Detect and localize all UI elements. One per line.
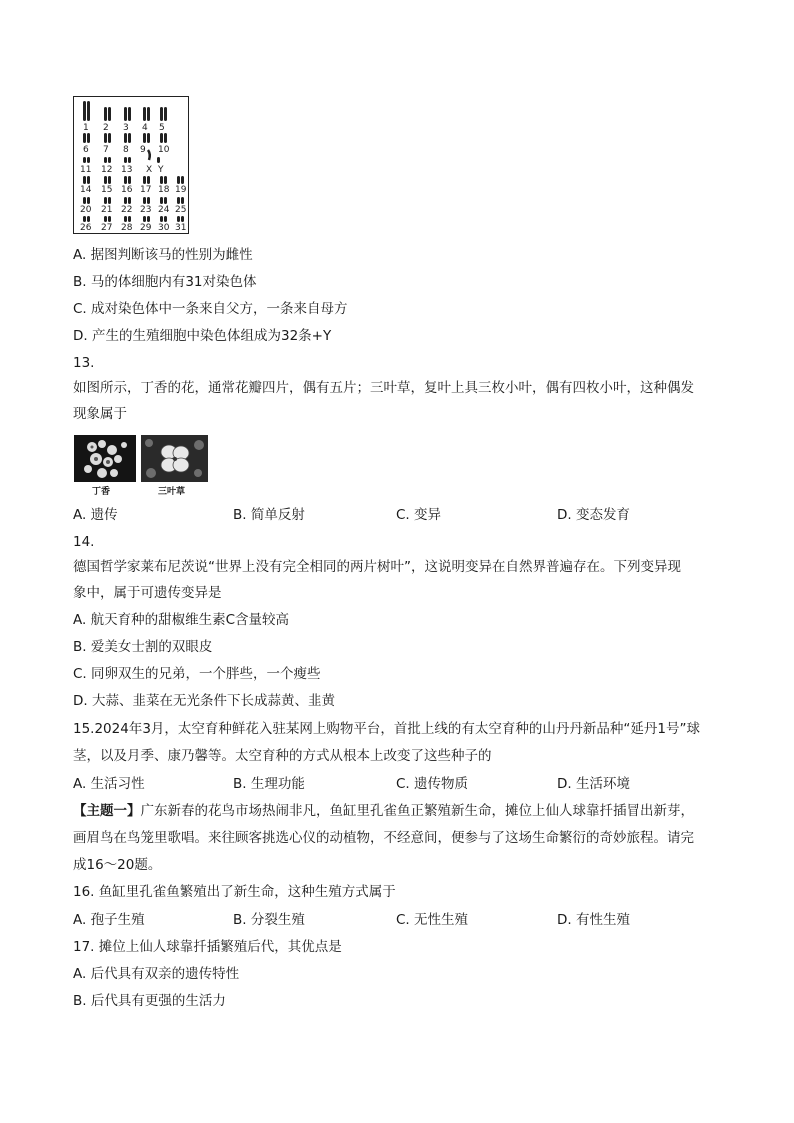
chromosome-label: 6: [83, 145, 89, 155]
theme1-line2: 画眉鸟在鸟笼里歌唱。来往顾客挑选心仪的动植物，不经意间，便参与了这场生命繁衍的奇妙旅程。请完: [73, 830, 694, 846]
chromosome-label: 29: [140, 223, 152, 232]
q14-option-b: B. 爱美女士割的双眼皮: [73, 639, 213, 655]
chromosome-label: 2: [103, 123, 109, 133]
q13-option-c: C. 变异: [396, 507, 442, 523]
karyotype-figure: [73, 96, 189, 234]
q15-option-b: B. 生理功能: [233, 776, 305, 792]
q14-option-a: A. 航天育种的甜椒维生素C含量较高: [73, 612, 290, 628]
theme1-line3: 成16～20题。: [73, 857, 162, 873]
q13-number: 13.: [73, 355, 95, 371]
chromosome-label: 1: [83, 123, 89, 133]
q16-option-b: B. 分裂生殖: [233, 912, 305, 928]
q14-option-d: D. 大蒜、韭菜在无光条件下长成蒜黄、韭黄: [73, 693, 335, 709]
chromosome-label: 22: [121, 205, 133, 215]
chromosome-label: 25: [175, 205, 187, 215]
karyotype-number-labels: [80, 123, 187, 232]
chromosome-label: 15: [101, 185, 113, 195]
chromosome-label: 31: [175, 223, 187, 232]
q16-option-a: A. 孢子生殖: [73, 912, 145, 928]
q14-stem-line1: 德国哲学家莱布尼茨说“世界上没有完全相同的两片树叶”，这说明变异在自然界普遍存在。下列变异现: [73, 559, 681, 575]
q15-option-c: C. 遗传物质: [396, 776, 469, 792]
chromosome-label: 23: [140, 205, 152, 215]
q16-stem: 16. 鱼缸里孔雀鱼繁殖出了新生命，这种生殖方式属于: [73, 884, 396, 900]
chromosome-label: 30: [158, 223, 170, 232]
chromosome-label: 20: [80, 205, 92, 215]
q14-number: 14.: [73, 534, 95, 550]
clover-caption: 三叶草: [158, 487, 186, 497]
chromosome-label: 14: [80, 185, 92, 195]
chromosome-label: 8: [123, 145, 129, 155]
q13-option-a: A. 遗传: [73, 507, 118, 523]
q16-option-c: C. 无性生殖: [396, 912, 469, 928]
chromosome-label: 13: [121, 165, 133, 175]
chromosome-label: 12: [101, 165, 113, 175]
q13-option-b: B. 简单反射: [233, 507, 305, 523]
karyotype-drawing: [74, 97, 187, 232]
chromosome-label: 9: [140, 145, 146, 155]
chromosome-label: 24: [158, 205, 170, 215]
q15-stem-line2: 茎，以及月季、康乃馨等。太空育种的方式从根本上改变了这些种子的: [73, 748, 492, 764]
chromosome-label: 7: [103, 145, 109, 155]
q13-stem-line2: 现象属于: [73, 406, 127, 422]
q15-stem-line1: 15.2024年3月，太空育种鲜花入驻某网上购物平台，首批上线的有太空育种的山丹丹新品种“延丹1号”球: [73, 721, 700, 737]
chromosome-label: 17: [140, 185, 152, 195]
karyotype-chromosomes: [83, 101, 187, 222]
chromosome-label: 26: [80, 223, 92, 232]
q13-stem-line1: 如图所示，丁香的花，通常花瓣四片，偶有五片；三叶草，复叶上具三枚小叶，偶有四枚小叶，这种偶发: [73, 380, 694, 396]
chromosome-label: 10: [158, 145, 170, 155]
theme1-label: 【主题一】: [73, 803, 141, 819]
q17-option-b: B. 后代具有更强的生活力: [73, 993, 226, 1009]
chromosome-label: X: [146, 165, 153, 175]
q17-option-a: A. 后代具有双亲的遗传特性: [73, 966, 240, 982]
q12-option-b: B. 马的体细胞内有31对染色体: [73, 274, 257, 290]
lilac-image: [74, 435, 136, 482]
q15-option-d: D. 生活环境: [557, 776, 630, 792]
q17-stem: 17. 摊位上仙人球靠扦插繁殖后代，其优点是: [73, 939, 342, 955]
chromosome-label: 19: [175, 185, 187, 195]
chromosome-label: 5: [159, 123, 165, 133]
q14-option-c: C. 同卵双生的兄弟，一个胖些，一个瘦些: [73, 666, 321, 682]
q16-option-d: D. 有性生殖: [557, 912, 630, 928]
theme1-line1: [73, 801, 694, 821]
q12-option-d: D. 产生的生殖细胞中染色体组成为32条+Y: [73, 328, 332, 344]
q15-option-a: A. 生活习性: [73, 776, 145, 792]
chromosome-label: 28: [121, 223, 133, 232]
theme1-text: 广东新春的花鸟市场热闹非凡，鱼缸里孔雀鱼正繁殖新生命，摊位上仙人球靠扦插冒出新芽，: [140, 803, 694, 819]
q12-option-a: A. 据图判断该马的性别为雌性: [73, 247, 253, 263]
q14-stem-line2: 象中，属于可遗传变异是: [73, 585, 222, 601]
chromosome-label: 18: [158, 185, 170, 195]
chromosome-label: 4: [142, 123, 148, 133]
chromosome-label: 3: [123, 123, 129, 133]
q13-option-d: D. 变态发育: [557, 507, 630, 523]
chromosome-label: Y: [158, 165, 164, 175]
lilac-caption: 丁香: [92, 487, 111, 497]
clover-image: [141, 435, 208, 482]
chromosome-label: 16: [121, 185, 133, 195]
chromosome-label: 21: [101, 205, 113, 215]
q12-option-c: C. 成对染色体中一条来自父方，一条来自母方: [73, 301, 348, 317]
chromosome-label: 27: [101, 223, 113, 232]
chromosome-label: 11: [80, 165, 92, 175]
